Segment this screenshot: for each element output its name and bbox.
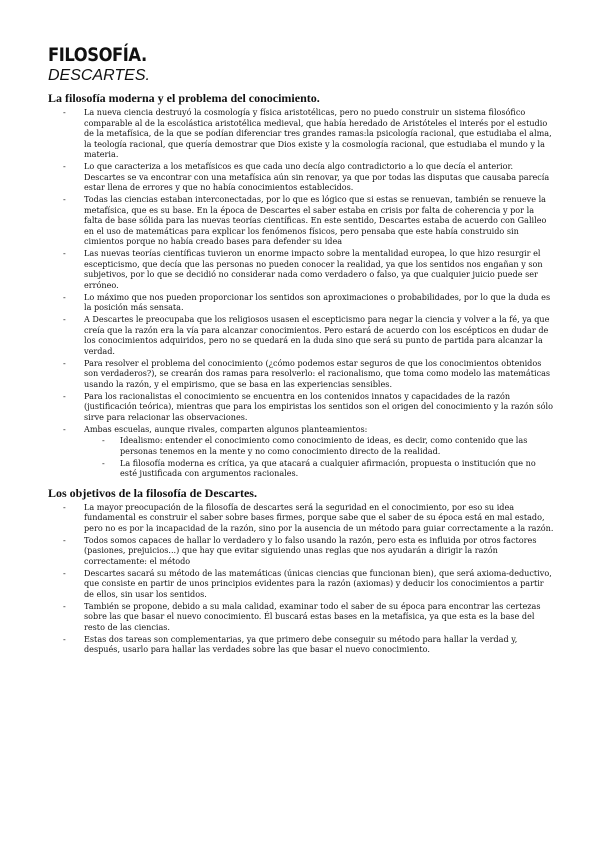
section-modern-philosophy: [48, 91, 560, 479]
sub-list-item: - Idealismo: entender el conocimiento como conocimiento de ideas, es decir, como contenido que las personas tenemos en la mente y no como conocimiento directo de la realidad.: [84, 435, 554, 456]
section-heading: Los objetivos de la filosofía de Descartes.: [48, 485, 257, 500]
sub-list-item: - La filosofía moderna es crítica, ya que atacará a cualquier afirmación, propuesta o institución que no esté justificada con argumentos racionales.: [84, 458, 554, 479]
list-item: - La mayor preocupación de la filosofía de descartes será la seguridad en el conocimiento, por eso su idea fundamental es construir el saber sobre bases firmes, porque sabe que el saber de su época está en mal estado, pero no es por la incapacidad de la razón, sino por la ausencia de un método para guiar correctamente a la razón.: [48, 502, 560, 534]
list-item-text: Ambas escuelas, aunque rivales, comparten algunos planteamientos:: [84, 423, 368, 434]
list-item: - Estas dos tareas son complementarias, ya que primero debe conseguir su método para hallar la verdad y, después, usarlo para hallar las verdades sobre las que basar el nuevo conocimiento.: [48, 634, 560, 655]
sub-bullet-list: [84, 435, 554, 479]
list-item-with-subitems: [48, 424, 560, 479]
section-descartes-objectives: [48, 486, 560, 655]
section-heading: La filosofía moderna y el problema del conocimiento.: [48, 91, 320, 105]
list-item: - Las nuevas teorías científicas tuvieron un enorme impacto sobre la mentalidad europea, lo que hizo resurgir el escepticismo, que decía que las personas no pueden conocer la realidad, ya que los sentidos nos engañan y son subjetivos, por lo que se decidió no considerar nada como verdadero o falso, ya que cualquier juicio puede ser erróneo.: [48, 248, 560, 290]
list-item: - A Descartes le preocupaba que los religiosos usasen el escepticismo para negar la ciencia y volver a la fé, ya que creía que la razón era la vía para alcanzar conocimientos. Pero estará de acuerdo con los escépticos en dudar de los conocimientos adquiridos, pero no se quedará en la duda sino que será su punto de partida para alcanzar la verdad.: [48, 314, 560, 356]
list-item: - Todas las ciencias estaban interconectadas, por lo que es lógico que si estas se renuevan, también se renueve la metafísica, que es su base. En la época de Descartes el saber estaba en crisis por falta de coherencia y por la falta de base sólida para las nuevas teorías científicas. En este sentido, Descartes estaba de acuerdo con Galileo en el uso de matemáticas para explicar los fenómenos físicos, pero pensaba que este había construido sin cimientos porque no había creado bases para defender su idea: [48, 194, 560, 247]
list-item: - Para resolver el problema del conocimiento (¿cómo podemos estar seguros de que los conocimientos obtenidos son verdaderos?), se crearán dos ramas para resolverlo: el racionalismo, que toma como modelo las matemáticas usando la razón, y el empirismo, que se basa en las experiencias sensibles.: [48, 358, 560, 390]
list-item: - Descartes sacará su método de las matemáticas (únicas ciencias que funcionan bien), que será axioma-deductivo, que consiste en partir de unos principios evidentes para la razón (axiomas) y deducir los conocimientos a partir de ellos, sin usar los sentidos.: [48, 568, 560, 600]
list-item: - La nueva ciencia destruyó la cosmología y física aristotélicas, pero no puedo construir un sistema filosófico comparable al de la escolástica aristotélica medieval, que había heredado de Aristóteles el interés por el estudio de la metafísica, de la que se podían diferenciar tres grandes ramas:la psicología racional, que estudiaba el alma, la teología racional, que quería demostrar que Dios existe y la cosmología racional, que estudiaba el mundo y la materia.: [48, 107, 560, 160]
bullet-list: [48, 502, 560, 655]
bullet-list: [48, 107, 560, 479]
list-item: - Lo que caracteriza a los metafísicos es que cada uno decía algo contradictorio a lo que decía el anterior. Descartes se va encontrar con una metafísica aún sin renovar, ya que por todas las disputas que causaba parecía estar llena de errores y que no había conocimientos establecidos.: [48, 161, 560, 193]
list-item: - Todos somos capaces de hallar lo verdadero y lo falso usando la razón, pero esta es influida por otros factores (pasiones, prejuicios...) que hay que evitar siguiendo unas reglas que nos ayudarán a dirigir la razón correctamente: el método: [48, 535, 560, 567]
list-item: - Lo máximo que nos pueden proporcionar los sentidos son aproximaciones o probabilidades, por lo que la duda es la posición más sensata.: [48, 292, 560, 313]
list-item: - También se propone, debido a su mala calidad, examinar todo el saber de su época para encontrar las certezas sobre las que basar el nuevo conocimiento. Él buscará estas bases en la metafísica, ya que esta es la base del resto de las ciencias.: [48, 601, 560, 633]
document-title: FILOSOFÍA.: [48, 44, 147, 66]
document-subtitle: DESCARTES.: [48, 67, 150, 84]
list-item: - Para los racionalistas el conocimiento se encuentra en los contenidos innatos y capacidades de la razón (justificación teórica), mientras que para los empiristas los sentidos son el origen del conocimiento y la razón sólo sirve para relacionar las observaciones.: [48, 391, 560, 423]
